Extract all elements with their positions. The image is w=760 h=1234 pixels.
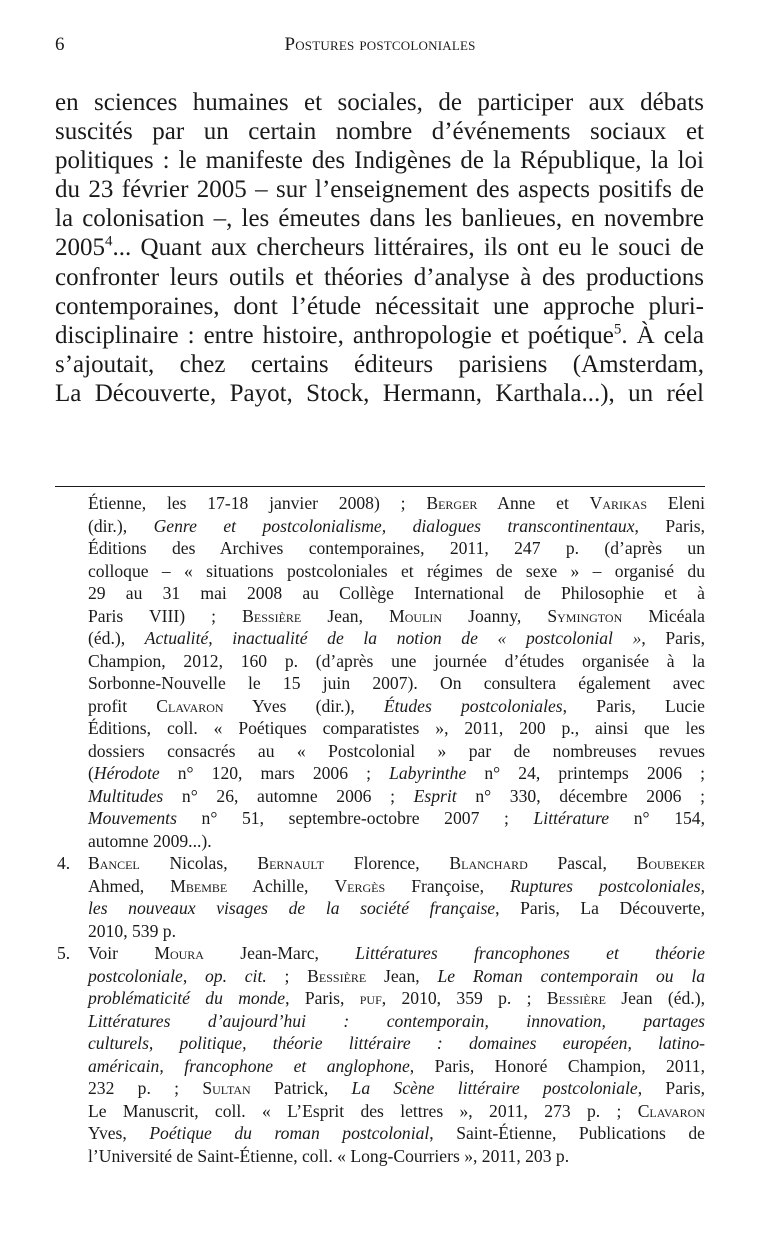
footnote-line: Littératures d’aujourd’hui : contemporain, innovation, partages (88, 1010, 705, 1031)
footnote-line: Sorbonne-Nouvelle le 15 juin 2007). On consultera également avec (88, 673, 705, 693)
footnote-line: Étienne, les 17-18 janvier 2008) ; Berger Anne et Varikas Eleni (88, 493, 705, 513)
running-title: Postures postcoloniales (284, 34, 476, 55)
body-line: du 23 février 2005 – sur l’enseignement des aspects positifs de (55, 176, 704, 204)
footnote-line: Le Manuscrit, coll. « L’Esprit des lettres », 2011, 273 p. ; Clavaron (88, 1100, 705, 1121)
footnote-number: 4. (57, 853, 71, 873)
footnote-line: culturels, politique, théorie littéraire : domaines européen, latino- (88, 1033, 705, 1053)
footnote-line: Éditions, coll. « Poétiques comparatistes », 2011, 200 p., ainsi que les (88, 718, 705, 738)
running-head (0, 34, 760, 56)
footnote-line: Champion, 2012, 160 p. (d’après une journée d’études organisée à la (88, 650, 705, 671)
footnote-line: Mouvements n° 51, septembre-octobre 2007 ; Littérature n° 154, (88, 808, 705, 828)
footnote-line: Ahmed, Mbembe Achille, Vergès Françoise, Ruptures postcoloniales, (88, 875, 705, 896)
footnote-line: Paris VIII) ; Bessière Jean, Moulin Joanny, Symington Micéala (88, 605, 705, 626)
footnote-line: américain, francophone et anglophone, Paris, Honoré Champion, 2011, (88, 1055, 705, 1076)
body-line: en sciences humaines et sociales, de participer aux débats (55, 89, 704, 116)
body-line: s’ajoutait, chez certains éditeurs parisiens (Amsterdam, (55, 350, 704, 378)
footnote-line: (dir.), Genre et postcolonialisme, dialogues transcontinentaux, Paris, (88, 515, 705, 536)
footnote-line: Multitudes n° 26, automne 2006 ; Esprit n° 330, décembre 2006 ; (88, 785, 705, 806)
body-line: 2005$^4$... Quant aux chercheurs littéraires, ils ont eu le souci de (55, 234, 704, 262)
footnote-line: 2010, 539 p. (88, 920, 176, 941)
footnote-line: 29 au 31 mai 2008 au Collège International de Philosophie et à (88, 583, 705, 603)
footnote-4: 4. Bancel Nicolas, Bernault Florence, Blanchard Pascal, Boubeker (57, 853, 705, 873)
footnote-line: dossiers consacrés au « Postcolonial » par de nombreuses revues (88, 740, 705, 761)
footnotes (57, 492, 705, 1167)
footnote-separator (55, 486, 705, 487)
body-line: La Découverte, Payot, Stock, Hermann, Karthala...), un réel (55, 379, 704, 407)
footnote-line: Éditions des Archives contemporaines, 2011, 247 p. (d’après un (88, 538, 705, 558)
body-line: suscités par un certain nombre d’événements sociaux et (55, 118, 704, 146)
footnote-line: (éd.), Actualité, inactualité de la notion de « postcolonial », Paris, (88, 628, 705, 648)
footnote-line: problématicité du monde, Paris, puf, 2010, 359 p. ; Bessière Jean (éd.), (88, 988, 705, 1008)
body-line: politiques : le manifeste des Indigènes de la République, la loi (55, 147, 704, 175)
body-line: confronter leurs outils et théories d’analyse à des productions (55, 263, 704, 291)
footnote-number: 5. (57, 943, 71, 963)
footnote-ref: 4 (105, 234, 113, 251)
body-line: la colonisation –, les émeutes dans les banlieues, en novembre (55, 205, 704, 233)
footnote-line: (Hérodote n° 120, mars 2006 ; Labyrinthe n° 24, printemps 2006 ; (88, 763, 705, 783)
footnote-5: 5. Voir Moura Jean-Marc, Littératures francophones et théorie (57, 943, 705, 963)
footnote-line: postcoloniale, op. cit. ; Bessière Jean, Le Roman contemporain ou la (88, 965, 705, 986)
footnote-line: les nouveaux visages de la société française, Paris, La Découverte, (88, 898, 705, 918)
body-line: contemporaines, dont l’étude nécessitait une approche pluri- (55, 292, 704, 320)
footnote-ref: 5 (613, 321, 622, 338)
body-paragraph (55, 88, 704, 408)
body-line: disciplinaire : entre histoire, anthropologie et poétique$^5$. À cela (55, 321, 704, 349)
page-number: 6 (55, 34, 65, 55)
footnote-line: profit Clavaron Yves (dir.), Études postcoloniales, Paris, Lucie (88, 695, 705, 716)
footnote-line: 232 p. ; Sultan Patrick, La Scène littéraire postcoloniale, Paris, (88, 1078, 705, 1098)
footnote-line: l’Université de Saint-Étienne, coll. « Long-Courriers », 2011, 203 p. (88, 1145, 570, 1166)
footnote-line: colloque – « situations postcoloniales et régimes de sexe » – organisé du (88, 560, 705, 581)
footnote-line: Yves, Poétique du roman postcolonial, Saint-Étienne, Publications de (88, 1123, 705, 1143)
footnote-line: automne 2009...). (88, 830, 212, 851)
